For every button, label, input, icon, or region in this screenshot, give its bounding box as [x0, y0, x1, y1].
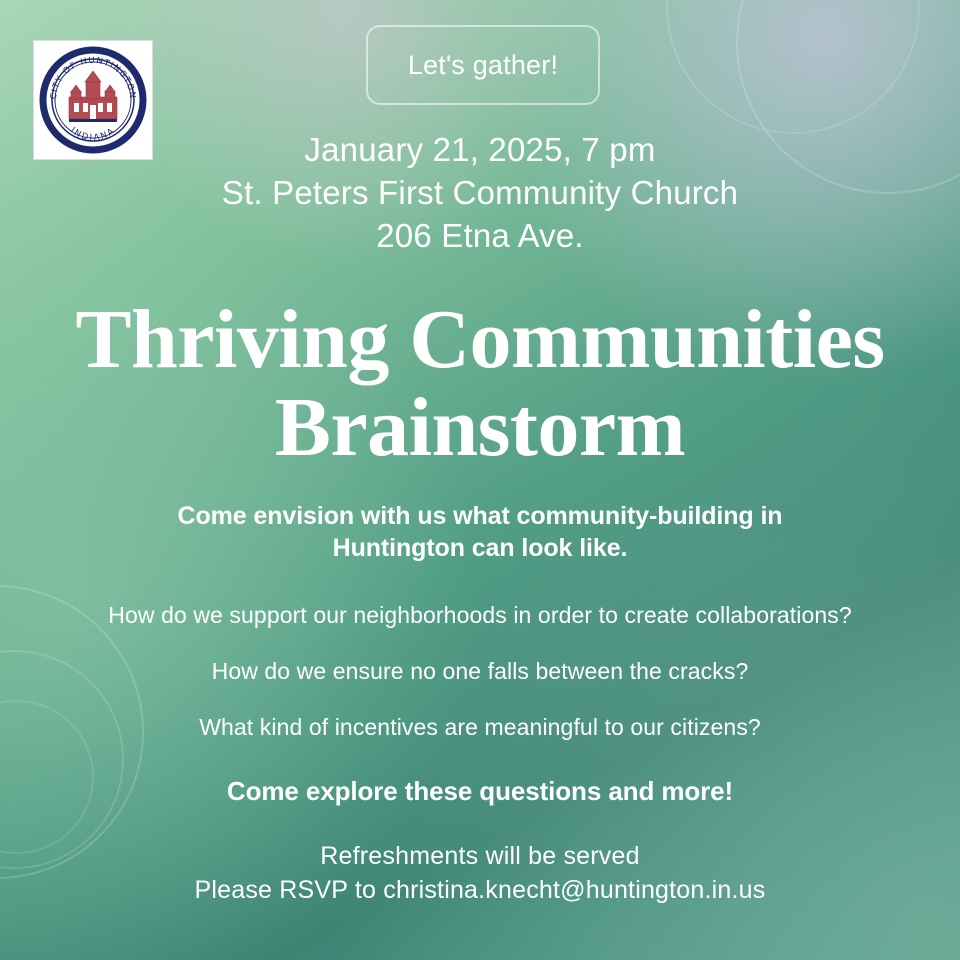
lets-gather-badge: [366, 25, 600, 105]
rsvp-note: Please RSVP to christina.knecht@huntington.in.us: [194, 876, 766, 904]
page-title: [0, 293, 960, 474]
call-to-action: Come explore these questions and more!: [226, 776, 734, 806]
lets-gather-label: Let's gather!: [407, 49, 559, 80]
question-3: What kind of incentives are meaningful to our citizens?: [199, 714, 761, 740]
question-2: How do we ensure no one falls between the cracks?: [211, 658, 749, 684]
footer-info: [0, 839, 960, 907]
decorative-circle: [666, 0, 920, 134]
event-address: 206 Etna Ave.: [376, 217, 584, 254]
event-venue: St. Peters First Community Church: [221, 174, 739, 211]
question-1: How do we support our neighborhoods in order to create collaborations?: [108, 602, 852, 628]
svg-text:INDIANA: INDIANA: [68, 125, 118, 144]
event-details: [0, 125, 960, 257]
svg-text:CITY OF HUNTINGTON: CITY OF HUNTINGTON: [48, 55, 138, 100]
event-datetime: January 21, 2025, 7 pm: [304, 131, 656, 168]
body-copy: [0, 500, 960, 907]
refreshments-note: Refreshments will be served: [320, 842, 640, 870]
headline-line-1: Thriving Communities: [75, 293, 885, 386]
lead-paragraph: Come envision with us what community-building in Huntington can look like.: [177, 502, 783, 562]
headline-line-2: Brainstorm: [274, 381, 686, 474]
